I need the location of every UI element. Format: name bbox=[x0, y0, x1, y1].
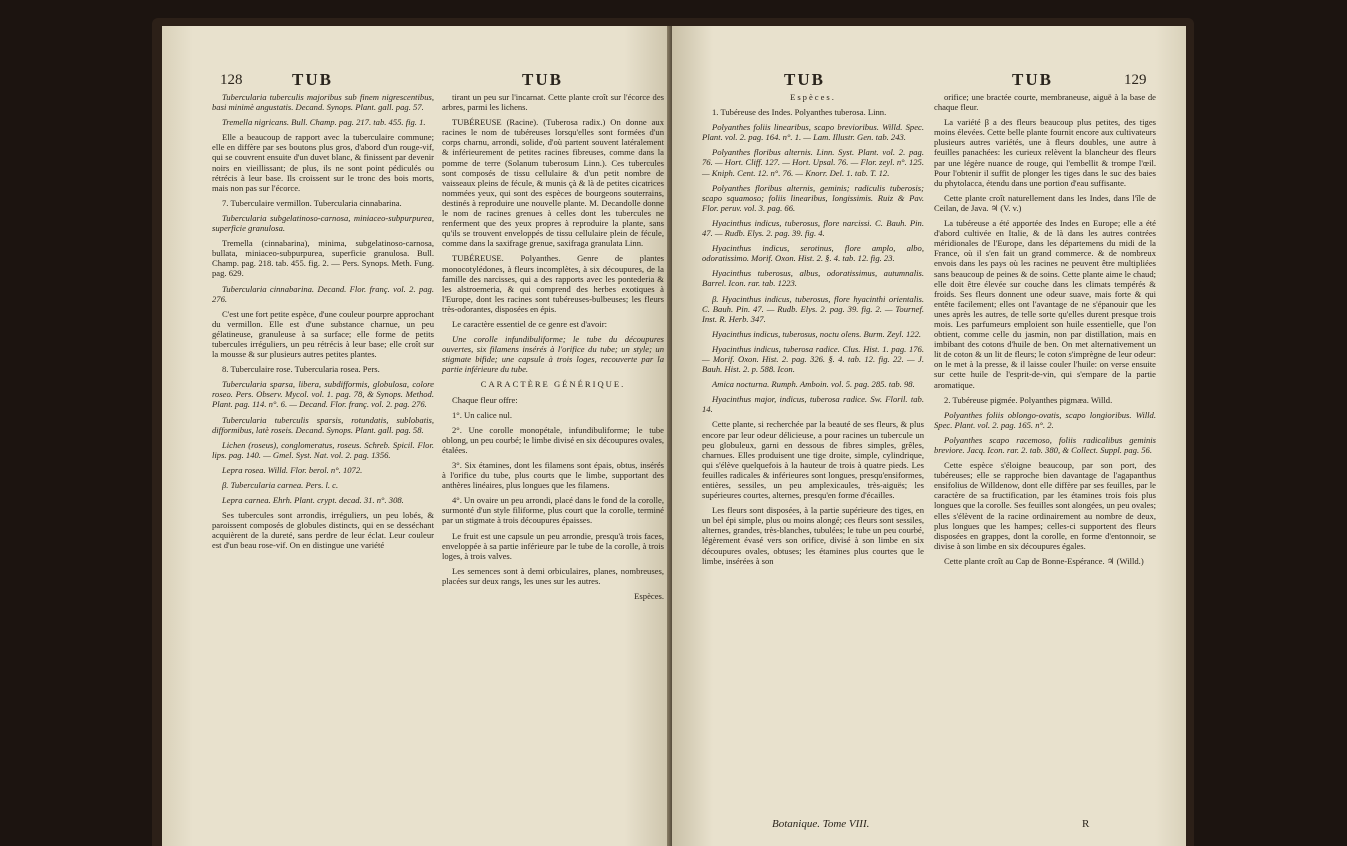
signature-mark: R bbox=[1082, 818, 1090, 830]
signature-line: Botanique. Tome VIII. bbox=[772, 818, 870, 830]
paragraph: 8. Tuberculaire rose. Tubercularia rosea. Pers. bbox=[222, 364, 380, 375]
paragraph: Lepra carnea. Ehrh. Plant. crypt. decad. 31. n°. 308. bbox=[222, 495, 404, 506]
left-column-2 bbox=[442, 92, 664, 606]
paragraph: Hyacinthus indicus, serotinus, flore amplo, albo, odoratissimo. Morif. Oxon. Hist. 2. §. 4. tab. 12. fig. 23. bbox=[702, 243, 924, 264]
paragraph: orifice; une bractée courte, membraneuse, aiguë à la base de chaque fleur. bbox=[934, 92, 1156, 113]
paragraph: 4°. Un ovaire un peu arrondi, placé dans le fond de la corolle, surmonté d'un style filiforme, plus court que la corolle, terminé par un stigmate à trois découpures épaisses. bbox=[442, 495, 664, 526]
running-head-left: TUB bbox=[292, 70, 333, 89]
paragraph: Elle a beaucoup de rapport avec la tuberculaire commune; elle en diffère par ses boutons plus gros, d'abord d'un rouge-vif, qui se couvrent ensuite d'un duvet blanc, & finissent par devenir noirs en vieillissant; de plus, ils ne sont point pédiculés ou rétrécis à leur base. Ils croissent sur le tronc des bois morts, mais non pas sur l'écorce. bbox=[212, 132, 434, 193]
paragraph: Espèces. bbox=[634, 591, 664, 602]
paragraph: La variété β a des fleurs beaucoup plus petites, des tiges moins élevées. Cette belle plante fournit encore aux cultivateurs plusieurs autres variétés, une à fleurs doubles, une autre à feuilles panachées: les curieux relèvent la blancheur des fleurs par une légère nuance de rouge, qui l'embellit & trompe l'œil. Pour l'obtenir il suffit de plonger les tiges dans le suc des baies du phytolacca, étendu dans une portion d'eau suffisante. bbox=[934, 117, 1156, 188]
paragraph: Cette espèce s'éloigne beaucoup, par son port, des tubéreuses; elle se rapproche bien davantage de l'agapanthus ensifolius de Willdenow, dont elle diffère par ses feuilles, par le caractère de sa fructification, par les étamines trois fois plus longues que la corolle. Ses feuilles sont alongées, un peu ovales; elles s'élèvent de la racine ordinairement au nombre de deux, plus longues que les hampes; celles-ci supportent des fleurs disposées en grappes, dont la corolle, en forme d'entonnoir, se divise à son limbe en six découpures égales. bbox=[934, 460, 1156, 551]
paragraph: Tubercularia tuberculis majoribus sub finem nigrescentibus, basi minimè angustatis. Decand. Synops. Plant. gall. pag. 57. bbox=[212, 92, 434, 113]
paragraph: CARACTÈRE GÉNÉRIQUE. bbox=[480, 379, 626, 390]
paragraph: 1. Tubéreuse des Indes. Polyanthes tuberosa. Linn. bbox=[712, 107, 887, 118]
paragraph: Tubercularia cinnabarina. Decand. Flor. franç. vol. 2. pag. 276. bbox=[212, 283, 434, 304]
left-column-1 bbox=[212, 92, 434, 556]
paragraph: Cette plante croît au Cap de Bonne-Espérance. ♃ (Willd.) bbox=[944, 555, 1144, 566]
paragraph: TUBÉREUSE (Racine). (Tuberosa radix.) On donne aux racines le nom de tubéreuses lorsqu'elles sont formées d'un corps charnu, arrondi, solide, d'où partent souvent latéralement & inférieurement de petites racines fibreuses, comme dans la pomme de terre (Solanum tuberosum Linn.). Ces tubercules sont composés de tissu cellulaire & d'un petit nombre de vaisseaux pleins de fécule, & munis çà & là de petites cicatrices nommées yeux, qui sont des espèces de bourgeons souterrains, destinés à reproduire une nouvelle plante. M. Decandolle donne le nom de racines grenues à celles dont les tubercules ne renferment que des yeux propres à reproduire la plante, sans qu'ils se trouvent enveloppés de tissu cellulaire plein de fécule, comme dans la saxifrage grenue, saxifraga granulata Linn. bbox=[442, 117, 664, 249]
paragraph: Hyacinthus indicus, tuberosus, noctu olens. Burm. Zeyl. 122. bbox=[712, 328, 922, 339]
paragraph: tirant un peu sur l'incarnat. Cette plante croît sur l'écorce des arbres, parmi les lichens. bbox=[442, 92, 664, 113]
running-head-right-2: TUB bbox=[1012, 70, 1053, 89]
paragraph: Polyanthes foliis oblongo-ovatis, scapo longioribus. Willd. Spec. Plant. vol. 2. pag. 165. n°. 2. bbox=[934, 409, 1156, 430]
paragraph: TUBÉREUSE. Polyanthes. Genre de plantes monocotylédones, à fleurs incomplètes, à six découpures, de la famille des narcisses, qui a des rapports avec les pontederia & les alstroemeria, & qui comprend des herbes exotiques à l'Europe, dont les racines sont tubéreuses-bulbeuses; les fleurs très-odorantes, disposées en épis. bbox=[442, 253, 664, 314]
paragraph: Hyacinthus indicus, tuberosus, flore narcissi. C. Bauh. Pin. 47. — Rudb. Elys. 2. pag. 39. fig. 4. bbox=[702, 217, 924, 239]
paragraph: Cette plante croît naturellement dans les Indes, dans l'île de Ceilan, de Java. ♃ (V. v.) bbox=[934, 192, 1156, 213]
running-head-left-2: TUB bbox=[522, 70, 563, 89]
right-column-1 bbox=[702, 92, 924, 571]
paragraph: 3°. Six étamines, dont les filamens sont épais, obtus, insérés à l'orifice du tube, plus courts que le limbe, supportant des anthères linéaires, plus longues que les filamens. bbox=[442, 460, 664, 491]
paragraph: Les fleurs sont disposées, à la partie supérieure des tiges, en un bel épi simple, plus ou moins alongé; ces fleurs sont sessiles, alternes, grandes, très-blanches, tubulées; le tube un peu courbé, légèrement évasé vers son orifice, divisé à son limbe en six découpures ovales, obtuses; les étamines plus courtes que le limbe, insérées à son bbox=[702, 505, 924, 566]
paragraph: Espèces. bbox=[790, 92, 836, 102]
paragraph: Le caractère essentiel de ce genre est d'avoir: bbox=[452, 318, 607, 329]
paragraph: Ses tubercules sont arrondis, irréguliers, un peu lobés, & paroissent composés de globules distincts, qui en se desséchant acquièrent de la dureté, sans perdre de leur éclat. Leur couleur est d'un beau rose-vif. On en distingue une variété bbox=[212, 510, 434, 551]
paragraph: C'est une fort petite espèce, d'une couleur pourpre approchant du vermillon. Elle est d'une substance charnue, un peu gélatineuse, granuleuse à sa surface; elle forme de petits tubercules irréguliers, un peu rétrécis à leur base; elle croît sur la mousse & sur plusieurs autres petites plantes. bbox=[212, 308, 434, 360]
paragraph: Tubercularia sparsa, libera, subdifformis, globulosa, colore roseo. Pers. Observ. Mycol. vol. 1. pag. 78, & Synops. Method. Plant. pag. 114. n°. 6. — Decand. Flor. franç. vol. 2. pag. 276. bbox=[212, 379, 434, 410]
paragraph: Polyanthes floribus alternis. Linn. Syst. Plant. vol. 2. pag. 76. — Hort. Cliff. 127. — Hort. Upsal. 76. — Flor. zeyl. n°. 125. — Kniph. Cent. 12. n°. 76. — Knorr. Del. 1. tab. T. 12. bbox=[702, 147, 924, 178]
paragraph: Polyanthes scapo racemoso, foliis radicalibus geminis breviore. Jacq. Icon. rar. 2. tab. 380, & Collect. Suppl. pag. 56. bbox=[934, 434, 1156, 455]
paragraph: Hyacinthus indicus, tuberosa radice. Clus. Hist. 1. pag. 176. — Morif. Oxon. Hist. 2. pag. 326. §. 4. tab. 12. fig. 22. — J. Bauh. Hist. 2. p. 588. Icon. bbox=[702, 343, 924, 375]
paragraph: Tubercularia subgelatinoso-carnosa, miniaceo-subpurpurea, superficie granulosa. bbox=[212, 212, 434, 234]
page-number-right: 129 bbox=[1124, 72, 1147, 88]
left-page bbox=[162, 26, 676, 846]
paragraph: Polyanthes foliis linearibus, scapo brevioribus. Willd. Spec. Plant. vol. 2. pag. 164. n°. 1. — Lam. Illustr. Gen. tab. 243. bbox=[702, 122, 924, 143]
paragraph: Hyacinthus major, indicus, tuberosa radice. Sw. Floril. tab. 14. bbox=[702, 394, 924, 415]
paragraph: 2°. Une corolle monopétale, infundibuliforme; le tube oblong, un peu courbé; le limbe divisé en six découpures ovales, étalées. bbox=[442, 424, 664, 455]
paragraph: Hyacinthus tuberosus, albus, odoratissimus, autumnalis. Barrel. Icon. rar. tab. 1223. bbox=[702, 268, 924, 289]
paragraph: β. Tubercularia carnea. Pers. l. c. bbox=[222, 480, 339, 490]
paragraph: Cette plante, si recherchée par la beauté de ses fleurs, & plus encore par leur odeur délicieuse, a pour racines un tubercule un peu globuleux, garni en dessous de fibres simples, grêles, charnues. Elles produisent une tige droite, simple, cylindrique, qui s'élève quelquefois à la hauteur de trois à quatre pieds. Les feuilles radicales & inférieures sont longues, presqu'ensiformes, entières, sessiles, un peu amplexicaules, très-aiguës; les supérieures courtes, alternes, presqu'en forme d'écailles. bbox=[702, 419, 924, 501]
right-column-2 bbox=[934, 92, 1156, 571]
paragraph: Tremella nigricans. Bull. Champ. pag. 217. tab. 455. fig. 1. bbox=[222, 117, 426, 128]
paragraph: Les semences sont à demi orbiculaires, planes, nombreuses, placées sur deux rangs, les unes sur les autres. bbox=[442, 565, 664, 586]
paragraph: Lichen (roseus), conglomeratus, roseus. Schreb. Spicil. Flor. lips. pag. 140. — Gmel. Syst. Nat. vol. 2. pag. 1356. bbox=[212, 439, 434, 460]
paragraph: 1°. Un calice nul. bbox=[452, 409, 512, 420]
page-number-left: 128 bbox=[220, 72, 243, 88]
paragraph: Lepra rosea. Willd. Flor. berol. n°. 1072. bbox=[222, 464, 363, 475]
paragraph: Amica nocturna. Rumph. Amboin. vol. 5. pag. 285. tab. 98. bbox=[712, 379, 915, 390]
paragraph: La tubéreuse a été apportée des Indes en Europe; elle a été d'abord cultivée en Italie, & de là dans les autres contrées méridionales de l'Europe, dans les départemens du midi de la France, où il s'en fait un grand commerce. & de nombreux envois dans les pays où les racines ne peuvent être multipliées sans beaucoup de peines & de soins. Cette plante aime le chaud; elle doit être élevée sur couche dans les climats tempérés & froids. Ses fleurs donnent une odeur suave, mais forte & qui entête facilement; elles ont l'avantage de ne s'épanouir que les unes après les autres, de telle sorte qu'elles durent presque trois mois. Les parfumeurs emploient son huile essentielle, que l'on obtient, comme celle du jasmin, non par distillation, mais en imbibant des cotons d'huile de ben. On met alternativement un lit de coton & un lit de fleurs; le coton s'imprègne de leur odeur: on le met à la presse, & il laisse couler l'huile: on verse ensuite sur cette huile de l'esprit-de-vin, qui s'empare de la partie aromatique. bbox=[934, 218, 1156, 390]
paragraph: 7. Tuberculaire vermillon. Tubercularia cinnabarina. bbox=[222, 197, 402, 208]
right-page bbox=[672, 26, 1186, 846]
paragraph: Une corolle infundibuliforme; le tube du découpures ouvertes, six filamens insérés à l'orifice du tube; un style; un stigmate bifide; une capsule à trois loges, recouverte par la partie inférieure du tube. bbox=[442, 334, 664, 375]
paragraph: Chaque fleur offre: bbox=[452, 394, 518, 405]
paragraph: Le fruit est une capsule un peu arrondie, presqu'à trois faces, enveloppée à sa partie inférieure par le tube de la corolle, à trois loges, à trois valves. bbox=[442, 530, 664, 561]
paragraph: β. Hyacinthus indicus, tuberosus, flore hyacinthi orientalis. C. Bauh. Pin. 47. — Rudb. Elys. 2. pag. 39. fig. 2. — Tournef. Inst. R. Herb. 347. bbox=[702, 293, 924, 324]
paragraph: 2. Tubéreuse pigmée. Polyanthes pigmæa. Willd. bbox=[944, 394, 1113, 405]
paragraph: Tubercularia tuberculis sparsis, rotundatis, sublobatis, difformibus, latè roseis. Decand. Synops. Plant. gall. pag. 58. bbox=[212, 414, 434, 435]
book-spread bbox=[152, 18, 1194, 846]
paragraph: Tremella (cinnabarina), minima, subgelatinoso-carnosa, bullata, miniaceo-subpurpurea, superficie granulosa. Bull. Champ. pag. 218. tab. 455. fig. 2. — Pers. Synops. Meth. Fung. pag. 629. bbox=[212, 238, 434, 279]
running-head-right: TUB bbox=[784, 70, 825, 89]
paragraph: Polyanthes floribus alternis, geminis; radiculis tuberosis; scapo squamoso; foliis linearibus, longissimis. Ruiz & Pav. Flor. peruv. vol. 3. pag. 66. bbox=[702, 182, 924, 213]
